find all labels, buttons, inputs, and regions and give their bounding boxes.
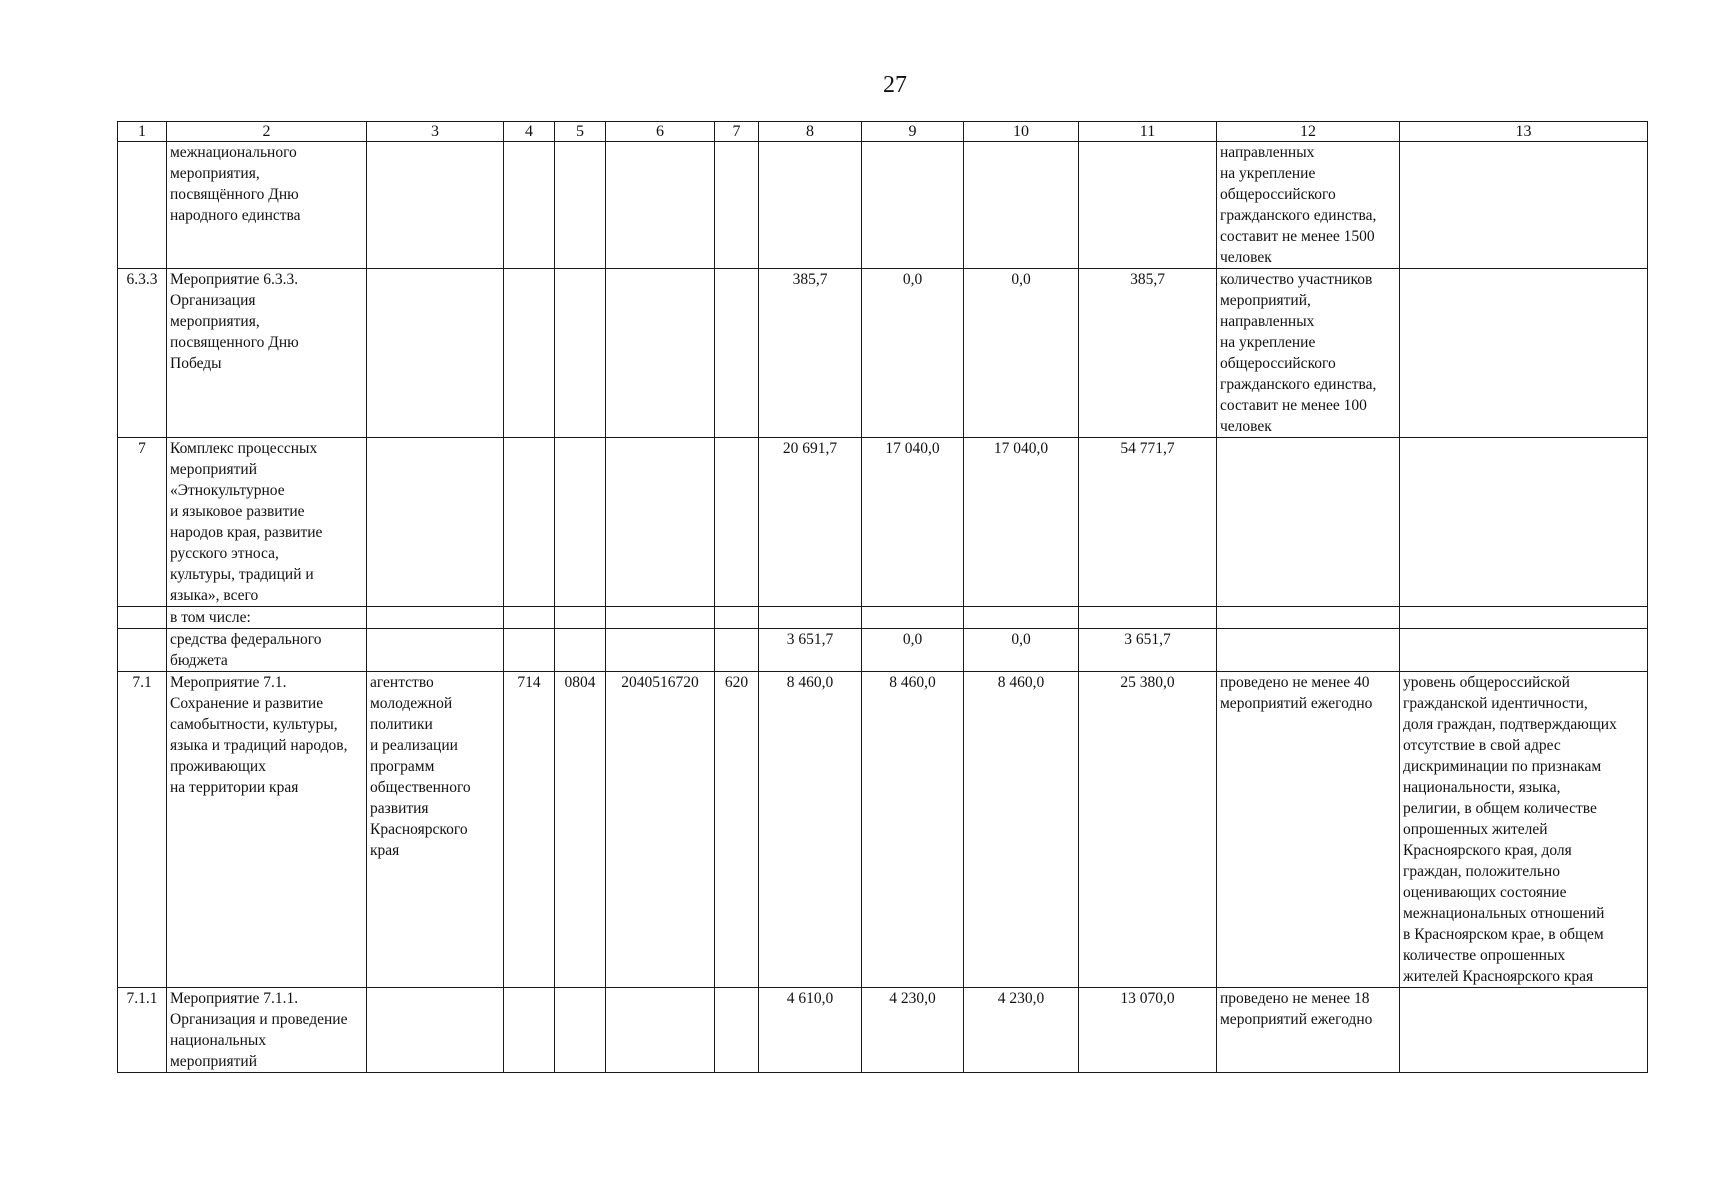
header-row xyxy=(118,122,1648,142)
name-cell: межнационального мероприятия, посвящённого Дню народного единства xyxy=(167,142,367,269)
amount-cell: 3 651,7 xyxy=(759,629,862,672)
amount-cell xyxy=(759,607,862,629)
executor-cell xyxy=(367,142,504,269)
amount-cell: 13 070,0 xyxy=(1079,988,1217,1073)
program-table xyxy=(117,121,1648,1073)
code-cell xyxy=(715,607,759,629)
code-cell xyxy=(715,269,759,438)
header-cell: 9 xyxy=(862,122,964,142)
row-number-cell xyxy=(118,629,167,672)
table-row xyxy=(118,629,1648,672)
amount-cell: 0,0 xyxy=(964,269,1079,438)
header-cell: 5 xyxy=(555,122,606,142)
header-cell: 10 xyxy=(964,122,1079,142)
header-cell: 1 xyxy=(118,122,167,142)
name-cell: Мероприятие 7.1.1. Организация и проведение национальных мероприятий xyxy=(167,988,367,1073)
amount-cell: 20 691,7 xyxy=(759,438,862,607)
code-cell: 0804 xyxy=(555,672,606,988)
header-cell: 8 xyxy=(759,122,862,142)
code-cell xyxy=(504,988,555,1073)
amount-cell: 4 610,0 xyxy=(759,988,862,1073)
amount-cell: 17 040,0 xyxy=(964,438,1079,607)
code-cell xyxy=(715,629,759,672)
row-number-cell: 7.1 xyxy=(118,672,167,988)
result-cell: направленных на укрепление общероссийского гражданского единства, составит не менее 1500 человек xyxy=(1217,142,1400,269)
row-number-cell: 6.3.3 xyxy=(118,269,167,438)
code-cell xyxy=(555,629,606,672)
amount-cell xyxy=(1079,607,1217,629)
code-cell xyxy=(606,142,715,269)
indicator-cell xyxy=(1400,988,1648,1073)
executor-cell xyxy=(367,269,504,438)
table-row xyxy=(118,672,1648,988)
executor-cell xyxy=(367,988,504,1073)
executor-cell xyxy=(367,438,504,607)
code-cell xyxy=(715,142,759,269)
amount-cell: 0,0 xyxy=(862,629,964,672)
code-cell xyxy=(555,269,606,438)
code-cell xyxy=(606,438,715,607)
amount-cell: 54 771,7 xyxy=(1079,438,1217,607)
code-cell xyxy=(555,438,606,607)
result-cell xyxy=(1217,629,1400,672)
row-number-cell: 7 xyxy=(118,438,167,607)
executor-cell xyxy=(367,607,504,629)
amount-cell xyxy=(964,607,1079,629)
name-cell: Мероприятие 6.3.3. Организация мероприятия, посвященного Дню Победы xyxy=(167,269,367,438)
name-cell: Мероприятие 7.1. Сохранение и развитие самобытности, культуры, языка и традиций народов, проживающих на территории края xyxy=(167,672,367,988)
header-cell: 2 xyxy=(167,122,367,142)
code-cell: 714 xyxy=(504,672,555,988)
indicator-cell xyxy=(1400,607,1648,629)
result-cell: проведено не менее 18 мероприятий ежегодно xyxy=(1217,988,1400,1073)
code-cell xyxy=(606,988,715,1073)
indicator-cell xyxy=(1400,269,1648,438)
amount-cell: 25 380,0 xyxy=(1079,672,1217,988)
row-number-cell: 7.1.1 xyxy=(118,988,167,1073)
code-cell xyxy=(715,438,759,607)
header-cell: 6 xyxy=(606,122,715,142)
code-cell xyxy=(504,269,555,438)
amount-cell: 4 230,0 xyxy=(862,988,964,1073)
amount-cell xyxy=(964,142,1079,269)
amount-cell: 4 230,0 xyxy=(964,988,1079,1073)
indicator-cell xyxy=(1400,142,1648,269)
amount-cell: 385,7 xyxy=(1079,269,1217,438)
amount-cell xyxy=(862,607,964,629)
name-cell: средства федерального бюджета xyxy=(167,629,367,672)
indicator-cell xyxy=(1400,438,1648,607)
row-number-cell xyxy=(118,142,167,269)
name-cell: в том числе: xyxy=(167,607,367,629)
result-cell: количество участников мероприятий, направленных на укрепление общероссийского гражданского единства, составит не менее 100 человек xyxy=(1217,269,1400,438)
table-row xyxy=(118,607,1648,629)
amount-cell: 0,0 xyxy=(964,629,1079,672)
table-row xyxy=(118,142,1648,269)
table-row xyxy=(118,988,1648,1073)
code-cell xyxy=(504,607,555,629)
name-cell: Комплекс процессных мероприятий «Этнокультурное и языковое развитие народов края, развитие русского этноса, культуры, традиций и языка», всего xyxy=(167,438,367,607)
amount-cell xyxy=(759,142,862,269)
code-cell: 2040516720 xyxy=(606,672,715,988)
code-cell xyxy=(555,607,606,629)
result-cell: проведено не менее 40 мероприятий ежегодно xyxy=(1217,672,1400,988)
code-cell xyxy=(504,629,555,672)
row-number-cell xyxy=(118,607,167,629)
table-row xyxy=(118,438,1648,607)
header-cell: 11 xyxy=(1079,122,1217,142)
amount-cell xyxy=(1079,142,1217,269)
code-cell xyxy=(606,269,715,438)
amount-cell xyxy=(862,142,964,269)
code-cell xyxy=(715,988,759,1073)
table-row xyxy=(118,269,1648,438)
header-cell: 13 xyxy=(1400,122,1648,142)
amount-cell: 8 460,0 xyxy=(964,672,1079,988)
code-cell xyxy=(504,142,555,269)
result-cell xyxy=(1217,438,1400,607)
amount-cell: 17 040,0 xyxy=(862,438,964,607)
page-number: 27 xyxy=(883,72,907,98)
amount-cell: 385,7 xyxy=(759,269,862,438)
code-cell xyxy=(504,438,555,607)
executor-cell: агентство молодежной политики и реализации программ общественного развития Красноярского края xyxy=(367,672,504,988)
header-cell: 12 xyxy=(1217,122,1400,142)
indicator-cell: уровень общероссийской гражданской идентичности, доля граждан, подтверждающих отсутствие в свой адрес дискриминации по признакам национальности, языка, религии, в общем количестве опрошенных жителей Красноярского края, доля граждан, положительно оценивающих состояние межнациональных отношений в Красноярском крае, в общем количестве опрошенных жителей Красноярского края xyxy=(1400,672,1648,988)
code-cell xyxy=(555,988,606,1073)
code-cell xyxy=(555,142,606,269)
amount-cell: 8 460,0 xyxy=(862,672,964,988)
amount-cell: 8 460,0 xyxy=(759,672,862,988)
executor-cell xyxy=(367,629,504,672)
header-cell: 4 xyxy=(504,122,555,142)
result-cell xyxy=(1217,607,1400,629)
header-cell: 7 xyxy=(715,122,759,142)
code-cell: 620 xyxy=(715,672,759,988)
amount-cell: 0,0 xyxy=(862,269,964,438)
indicator-cell xyxy=(1400,629,1648,672)
header-cell: 3 xyxy=(367,122,504,142)
code-cell xyxy=(606,629,715,672)
amount-cell: 3 651,7 xyxy=(1079,629,1217,672)
code-cell xyxy=(606,607,715,629)
